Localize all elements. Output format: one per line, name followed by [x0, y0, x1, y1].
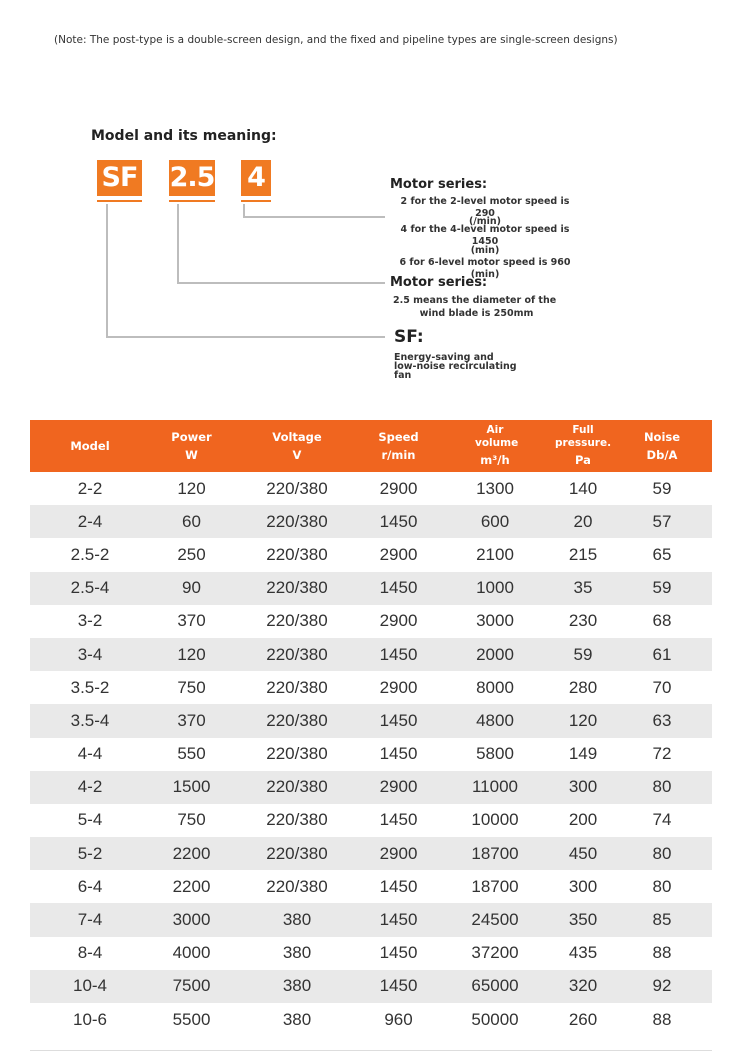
table-cell: 88 — [652, 1009, 672, 1029]
code-motor-box: 4 — [241, 160, 271, 196]
table-cell: 85 — [652, 910, 672, 930]
table-cell: 1450 — [379, 511, 418, 531]
table-row — [30, 505, 712, 538]
bottom-divider — [30, 1050, 712, 1051]
table-cell: 220/380 — [266, 677, 328, 697]
table-cell: 600 — [480, 511, 510, 531]
spec-table-wrap — [30, 420, 712, 1036]
desc-line: (min) — [470, 269, 500, 280]
table-cell: 350 — [568, 910, 598, 930]
model-title: Model and its meaning: — [91, 128, 277, 144]
table-cell: 8-4 — [77, 943, 103, 963]
table-cell: 120 — [177, 644, 206, 664]
table-cell: 18700 — [471, 876, 519, 896]
header-label: Noise — [643, 429, 681, 444]
table-cell: 37200 — [471, 943, 519, 963]
table-cell: 220/380 — [266, 511, 328, 531]
table-cell: 380 — [282, 1009, 312, 1029]
table-cell: 3.5-2 — [70, 677, 110, 697]
table-cell: 220/380 — [266, 843, 328, 863]
table-cell: 35 — [573, 578, 593, 598]
table-cell: 1450 — [379, 810, 418, 830]
table-cell: 92 — [652, 976, 672, 996]
desc-line: 4 for the 4-level motor speed is 1450 — [400, 224, 570, 247]
table-cell: 320 — [568, 976, 598, 996]
header-power — [150, 420, 233, 472]
table-cell: 2.5-2 — [70, 544, 110, 564]
table-cell: 960 — [384, 1009, 413, 1029]
table-cell: 2900 — [379, 478, 418, 498]
table-cell: 2900 — [379, 611, 418, 631]
desc-blade — [390, 275, 560, 320]
table-cell: 750 — [177, 810, 206, 830]
header-speed — [361, 420, 436, 472]
header-noise — [612, 420, 712, 472]
header-label: Speed — [378, 429, 419, 444]
desc-motor-speed — [390, 177, 580, 281]
table-cell: 750 — [177, 677, 206, 697]
table-cell: 1000 — [476, 578, 514, 598]
desc-line: (/min) — [468, 216, 502, 227]
table-cell: 10-4 — [72, 976, 108, 996]
table-cell: 18700 — [471, 843, 519, 863]
table-cell: 220/380 — [266, 644, 328, 664]
header-model — [30, 420, 150, 472]
table-row — [30, 837, 712, 870]
table-cell: 6-4 — [77, 876, 103, 896]
desc-line: Energy-saving and — [394, 352, 494, 363]
table-cell: 370 — [177, 710, 206, 730]
table-cell: 4-2 — [77, 777, 103, 797]
connector-diameter — [178, 204, 385, 283]
connector-motor — [244, 204, 385, 217]
table-cell: 370 — [177, 611, 206, 631]
table-cell: 220/380 — [266, 478, 328, 498]
table-row — [30, 605, 712, 638]
table-body — [30, 472, 712, 1036]
table-row — [30, 870, 712, 903]
header-unit: Pa — [575, 453, 591, 467]
table-cell: 220/380 — [266, 777, 328, 797]
spec-table — [30, 420, 712, 1036]
table-cell: 250 — [177, 544, 206, 564]
table-cell: 20 — [573, 511, 593, 531]
table-cell: 7-4 — [77, 910, 103, 930]
table-cell: 1500 — [172, 777, 211, 797]
desc-line: 2 for the 2-level motor speed is 290 — [400, 196, 570, 219]
table-cell: 1450 — [379, 744, 418, 764]
table-cell: 59 — [652, 578, 672, 598]
table-cell: 1450 — [379, 910, 418, 930]
table-cell: 220/380 — [266, 544, 328, 564]
header-unit: Db/A — [646, 447, 678, 462]
header-unit: W — [185, 447, 198, 462]
table-cell: 5-4 — [77, 810, 103, 830]
code-sf-box: SF — [97, 160, 142, 196]
desc-line: wind blade is 250mm — [419, 308, 534, 319]
table-cell: 380 — [282, 976, 312, 996]
header-voltage — [233, 420, 361, 472]
table-cell: 90 — [182, 578, 201, 598]
table-cell: 149 — [568, 744, 598, 764]
table-cell: 8000 — [476, 677, 514, 697]
table-cell: 65 — [652, 544, 672, 564]
table-cell: 63 — [652, 710, 672, 730]
table-cell: 7500 — [172, 976, 211, 996]
table-row — [30, 704, 712, 737]
desc-line: 2.5 means the diameter of the — [393, 295, 557, 306]
table-cell: 88 — [652, 943, 672, 963]
table-cell: 2-4 — [77, 511, 103, 531]
table-cell: 2900 — [379, 843, 418, 863]
table-cell: 5500 — [172, 1009, 211, 1029]
table-row — [30, 804, 712, 837]
table-cell: 80 — [652, 843, 672, 863]
table-cell: 72 — [652, 744, 672, 764]
table-cell: 1300 — [476, 478, 514, 498]
table-cell: 220/380 — [266, 578, 328, 598]
table-row — [30, 572, 712, 605]
table-cell: 120 — [177, 478, 206, 498]
table-cell: 215 — [568, 544, 598, 564]
table-cell: 230 — [568, 611, 598, 631]
table-cell: 4-4 — [77, 744, 103, 764]
table-cell: 74 — [652, 810, 672, 830]
header-label: Voltage — [272, 429, 322, 444]
table-cell: 300 — [568, 777, 598, 797]
desc-line: 6 for 6-level motor speed is 960 — [399, 257, 571, 268]
table-row — [30, 671, 712, 704]
table-cell: 2200 — [172, 876, 211, 896]
table-row — [30, 771, 712, 804]
table-cell: 2100 — [476, 544, 514, 564]
header-label: Power — [171, 429, 212, 444]
table-cell: 70 — [652, 677, 672, 697]
table-cell: 2.5-4 — [70, 578, 110, 598]
table-cell: 2900 — [379, 677, 418, 697]
table-cell: 80 — [652, 876, 672, 896]
table-cell: 1450 — [379, 876, 418, 896]
table-cell: 2900 — [379, 544, 418, 564]
table-cell: 220/380 — [266, 611, 328, 631]
note-text: (Note: The post-type is a double-screen design, and the fixed and pipeline types are single-screen designs) — [54, 34, 618, 46]
table-cell: 59 — [573, 644, 593, 664]
table-cell: 11000 — [471, 777, 518, 797]
table-cell: 140 — [568, 478, 598, 498]
header-unit: m³/h — [480, 453, 510, 467]
table-row — [30, 1003, 712, 1036]
header-full-pressure — [554, 420, 612, 472]
table-cell: 2900 — [379, 777, 418, 797]
table-cell: 5800 — [476, 744, 514, 764]
table-cell: 450 — [568, 843, 598, 863]
table-cell: 2200 — [172, 843, 211, 863]
desc-line: fan — [394, 370, 412, 381]
table-cell: 1450 — [379, 644, 418, 664]
table-cell: 4000 — [172, 943, 211, 963]
table-cell: 280 — [568, 677, 598, 697]
header-label: Full pressure. — [555, 424, 612, 449]
table-row — [30, 538, 712, 571]
table-cell: 220/380 — [266, 876, 328, 896]
table-cell: 3.5-4 — [70, 710, 110, 730]
table-cell: 61 — [652, 644, 672, 664]
table-cell: 80 — [652, 777, 672, 797]
table-cell: 60 — [182, 511, 201, 531]
table-row — [30, 903, 712, 936]
table-row — [30, 738, 712, 771]
table-cell: 24500 — [471, 910, 519, 930]
header-unit: V — [292, 447, 302, 462]
table-row — [30, 937, 712, 970]
table-cell: 65000 — [471, 976, 519, 996]
table-cell: 380 — [282, 943, 312, 963]
table-cell: 1450 — [379, 976, 418, 996]
desc-motor-speed-heading: Motor series: — [390, 177, 488, 192]
header-label: Air volume — [475, 424, 519, 449]
table-cell: 1450 — [379, 710, 418, 730]
table-cell: 380 — [282, 910, 312, 930]
table-cell: 10-6 — [72, 1009, 108, 1029]
table-cell: 3000 — [476, 611, 514, 631]
table-cell: 120 — [568, 710, 598, 730]
table-cell: 220/380 — [266, 810, 328, 830]
table-cell: 50000 — [471, 1009, 519, 1029]
table-cell: 2-2 — [77, 478, 103, 498]
table-cell: 57 — [652, 511, 672, 531]
desc-sf-heading: SF: — [394, 327, 424, 347]
table-cell: 220/380 — [266, 744, 328, 764]
table-cell: 260 — [568, 1009, 598, 1029]
table-cell: 1450 — [379, 578, 418, 598]
table-cell: 59 — [652, 478, 672, 498]
table-cell: 3-2 — [77, 611, 103, 631]
table-header-row — [30, 420, 712, 472]
header-unit: r/min — [381, 447, 416, 462]
desc-sf — [394, 327, 554, 380]
table-cell: 5-2 — [77, 843, 103, 863]
table-row — [30, 472, 712, 505]
table-row — [30, 970, 712, 1003]
header-label: Model — [70, 438, 110, 453]
table-row — [30, 638, 712, 671]
desc-line: low-noise recirculating — [394, 361, 517, 372]
table-cell: 2000 — [476, 644, 514, 664]
connector-lines — [0, 0, 750, 400]
desc-line: (min) — [470, 245, 500, 256]
table-cell: 10000 — [471, 810, 519, 830]
table-cell: 3-4 — [77, 644, 103, 664]
table-cell: 68 — [652, 611, 672, 631]
connector-sf — [107, 204, 385, 337]
table-cell: 3000 — [172, 910, 211, 930]
header-air-volume — [436, 420, 554, 472]
table-cell: 1450 — [379, 943, 418, 963]
desc-blade-heading: Motor series: — [390, 275, 488, 290]
table-cell: 435 — [568, 943, 598, 963]
table-cell: 550 — [177, 744, 206, 764]
code-diameter-box: 2.5 — [169, 160, 215, 196]
table-cell: 220/380 — [266, 710, 328, 730]
table-cell: 4800 — [476, 710, 514, 730]
table-cell: 300 — [568, 876, 598, 896]
table-cell: 200 — [568, 810, 598, 830]
